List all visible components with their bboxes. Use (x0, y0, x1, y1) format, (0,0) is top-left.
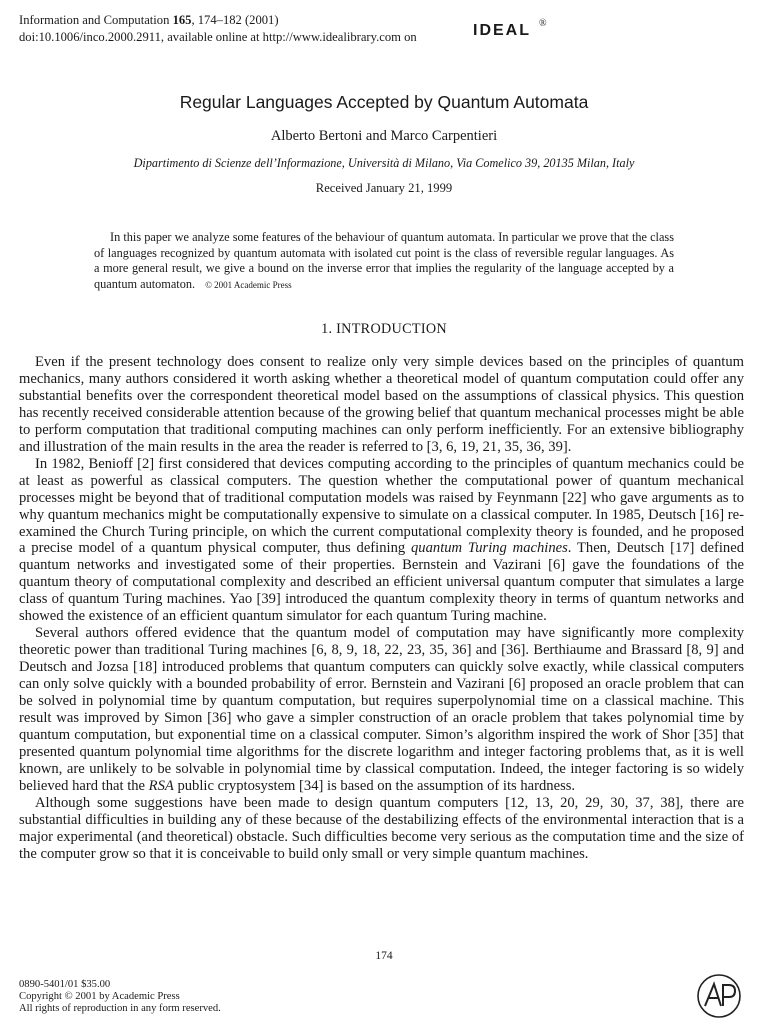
ideal-logo (473, 18, 549, 44)
paragraph-text: public cryptosystem [34] is based on the assumption of its hardness. (173, 777, 576, 794)
citation-line (19, 12, 417, 29)
ideal-logo-text: IDEAL (473, 22, 531, 39)
rights-line: All rights of reproduction in any form reserved. (19, 1003, 221, 1015)
paper-title: Regular Languages Accepted by Quantum Automata (179, 92, 589, 112)
paragraph-text: Several authors offered evidence that the quantum model of computation may have significantly more complexity theoretic power than traditional Turing machines [6, 8, 9, 18, 22, 23, 35, 36] and [36]. Berthiaume and Brassard [8, 9] and Deutsch and Jozsa [18] introduced problems that quantum computers can quickly solve exactly, while classical computers can only solve quickly with a bounded probability of error. Bernstein and Vazirani [6] proposed an oracle problem that can be solved in polynomial time by quantum computation, but requires superpolynomial time on a classical machine. This result was improved by Simon [36] who gave a simpler construction of an oracle problem that takes polynomial time by quantum computation, but exponential time on a classical computer. Simon’s algorithm inspired the work of Shor [35] that presented quantum polynomial time algorithms for the discrete logarithm and integer factoring problems that, as it is well known, are unlikely to be solvable in polynomial time by classical computation. Indeed, the integer factoring is so widely believed hard that the (19, 625, 744, 794)
received-date: Received January 21, 1999 (315, 181, 453, 195)
journal-volume: 165 (172, 13, 192, 27)
emphasis-text: RSA (148, 777, 174, 794)
journal-pages: , 174–182 (2001) (191, 13, 279, 27)
copyright-line: Copyright © 2001 by Academic Press (19, 991, 180, 1003)
paragraph-text: In 1982, Benioff [2] first considered that devices computing according to the principles of quantum mechanics could be at least as powerful as classical computers. The question whether the computational power of quantum mechanical processes might be beyond that of traditional computation models was raised by Feynmann [22] who gave arguments as to why quantum mechanics might be computationally expensive to simulate on a classical computer. In 1985, Deutsch [16] re-examined the Church Turing principle, on which the current computational complexity theory is founded, and he proposed a precise model of a quantum physical computer, thus defining (19, 455, 744, 557)
abstract (94, 230, 674, 293)
journal-name: Information and Computation (19, 13, 170, 27)
emphasis-text: quantum Turing machines (411, 540, 568, 557)
paragraph-text: . Then, Deutsch [17] defined quantum networks and investigated some of their properties. Bernstein and Vazirani [6] gave the foundations of the quantum theory of computational complexity and described an efficient universal quantum computer that simulates a large class of quantum Turing machines. Yao [39] introduced the quantum complexity theory in terms of quantum networks and showed the existence of an efficient quantum simulator for each quantum Turing machine. (19, 540, 744, 625)
paragraph: Even if the present technology does consent to realize only very simple devices based on the principles of quantum mechanics, many authors considered it worth asking whether a theoretical model of quantum computation could offer any substantial benefits over the correspondent theoretical model based on the assumptions of classical physics. This question has recently received considerable attention because of the growing belief that quantum mechanical processes might be able to perform computation that traditional computing machines can only perform inefficiently. For an extensive bibliography and illustration of the main results in the area the reader is referred to [3, 6, 19, 21, 35, 36, 39]. (19, 354, 744, 455)
academic-press-logo-icon (696, 973, 742, 1019)
author-affiliation: Dipartimento di Scienze dell’Informazione, Università di Milano, Via Comelico 39, 20135 Milan, Italy (133, 156, 635, 170)
registered-mark: ® (539, 18, 547, 29)
copyright-footer (19, 979, 221, 1016)
journal-header (19, 12, 417, 46)
price-line: 0890-5401/01 $35.00 (19, 979, 111, 990)
paragraph (19, 625, 744, 795)
page-number: 174 (375, 950, 393, 962)
paragraph (19, 456, 744, 626)
paper-authors: Alberto Bertoni and Marco Carpentieri (270, 128, 498, 144)
section-heading: 1. INTRODUCTION (321, 321, 447, 337)
doi-line: doi:10.1006/inco.2000.2911, available online at http://www.idealibrary.com on (19, 30, 417, 44)
paragraph: Although some suggestions have been made to design quantum computers [12, 13, 20, 29, 30, 37, 38], there are substantial difficulties in building any of these because of the destabilizing effects of the environmental interaction that is a major experimental (and theoretical) obstacle. Such difficulties become very serious as the computation time and the size of the computer grow so that it is conceivable to build only small or very simple quantum machines. (19, 794, 744, 862)
abstract-text: In this paper we analyze some features of the behaviour of quantum automata. In particular we prove that the class of languages recognized by quantum automata with isolated cut point is the class of reversible regular languages. As a more general result, we give a bound on the inverse error that implies the regularity of the language accepted by a quantum automaton. (94, 230, 674, 291)
body-text (19, 354, 744, 863)
abstract-copyright: © 2001 Academic Press (205, 279, 292, 290)
